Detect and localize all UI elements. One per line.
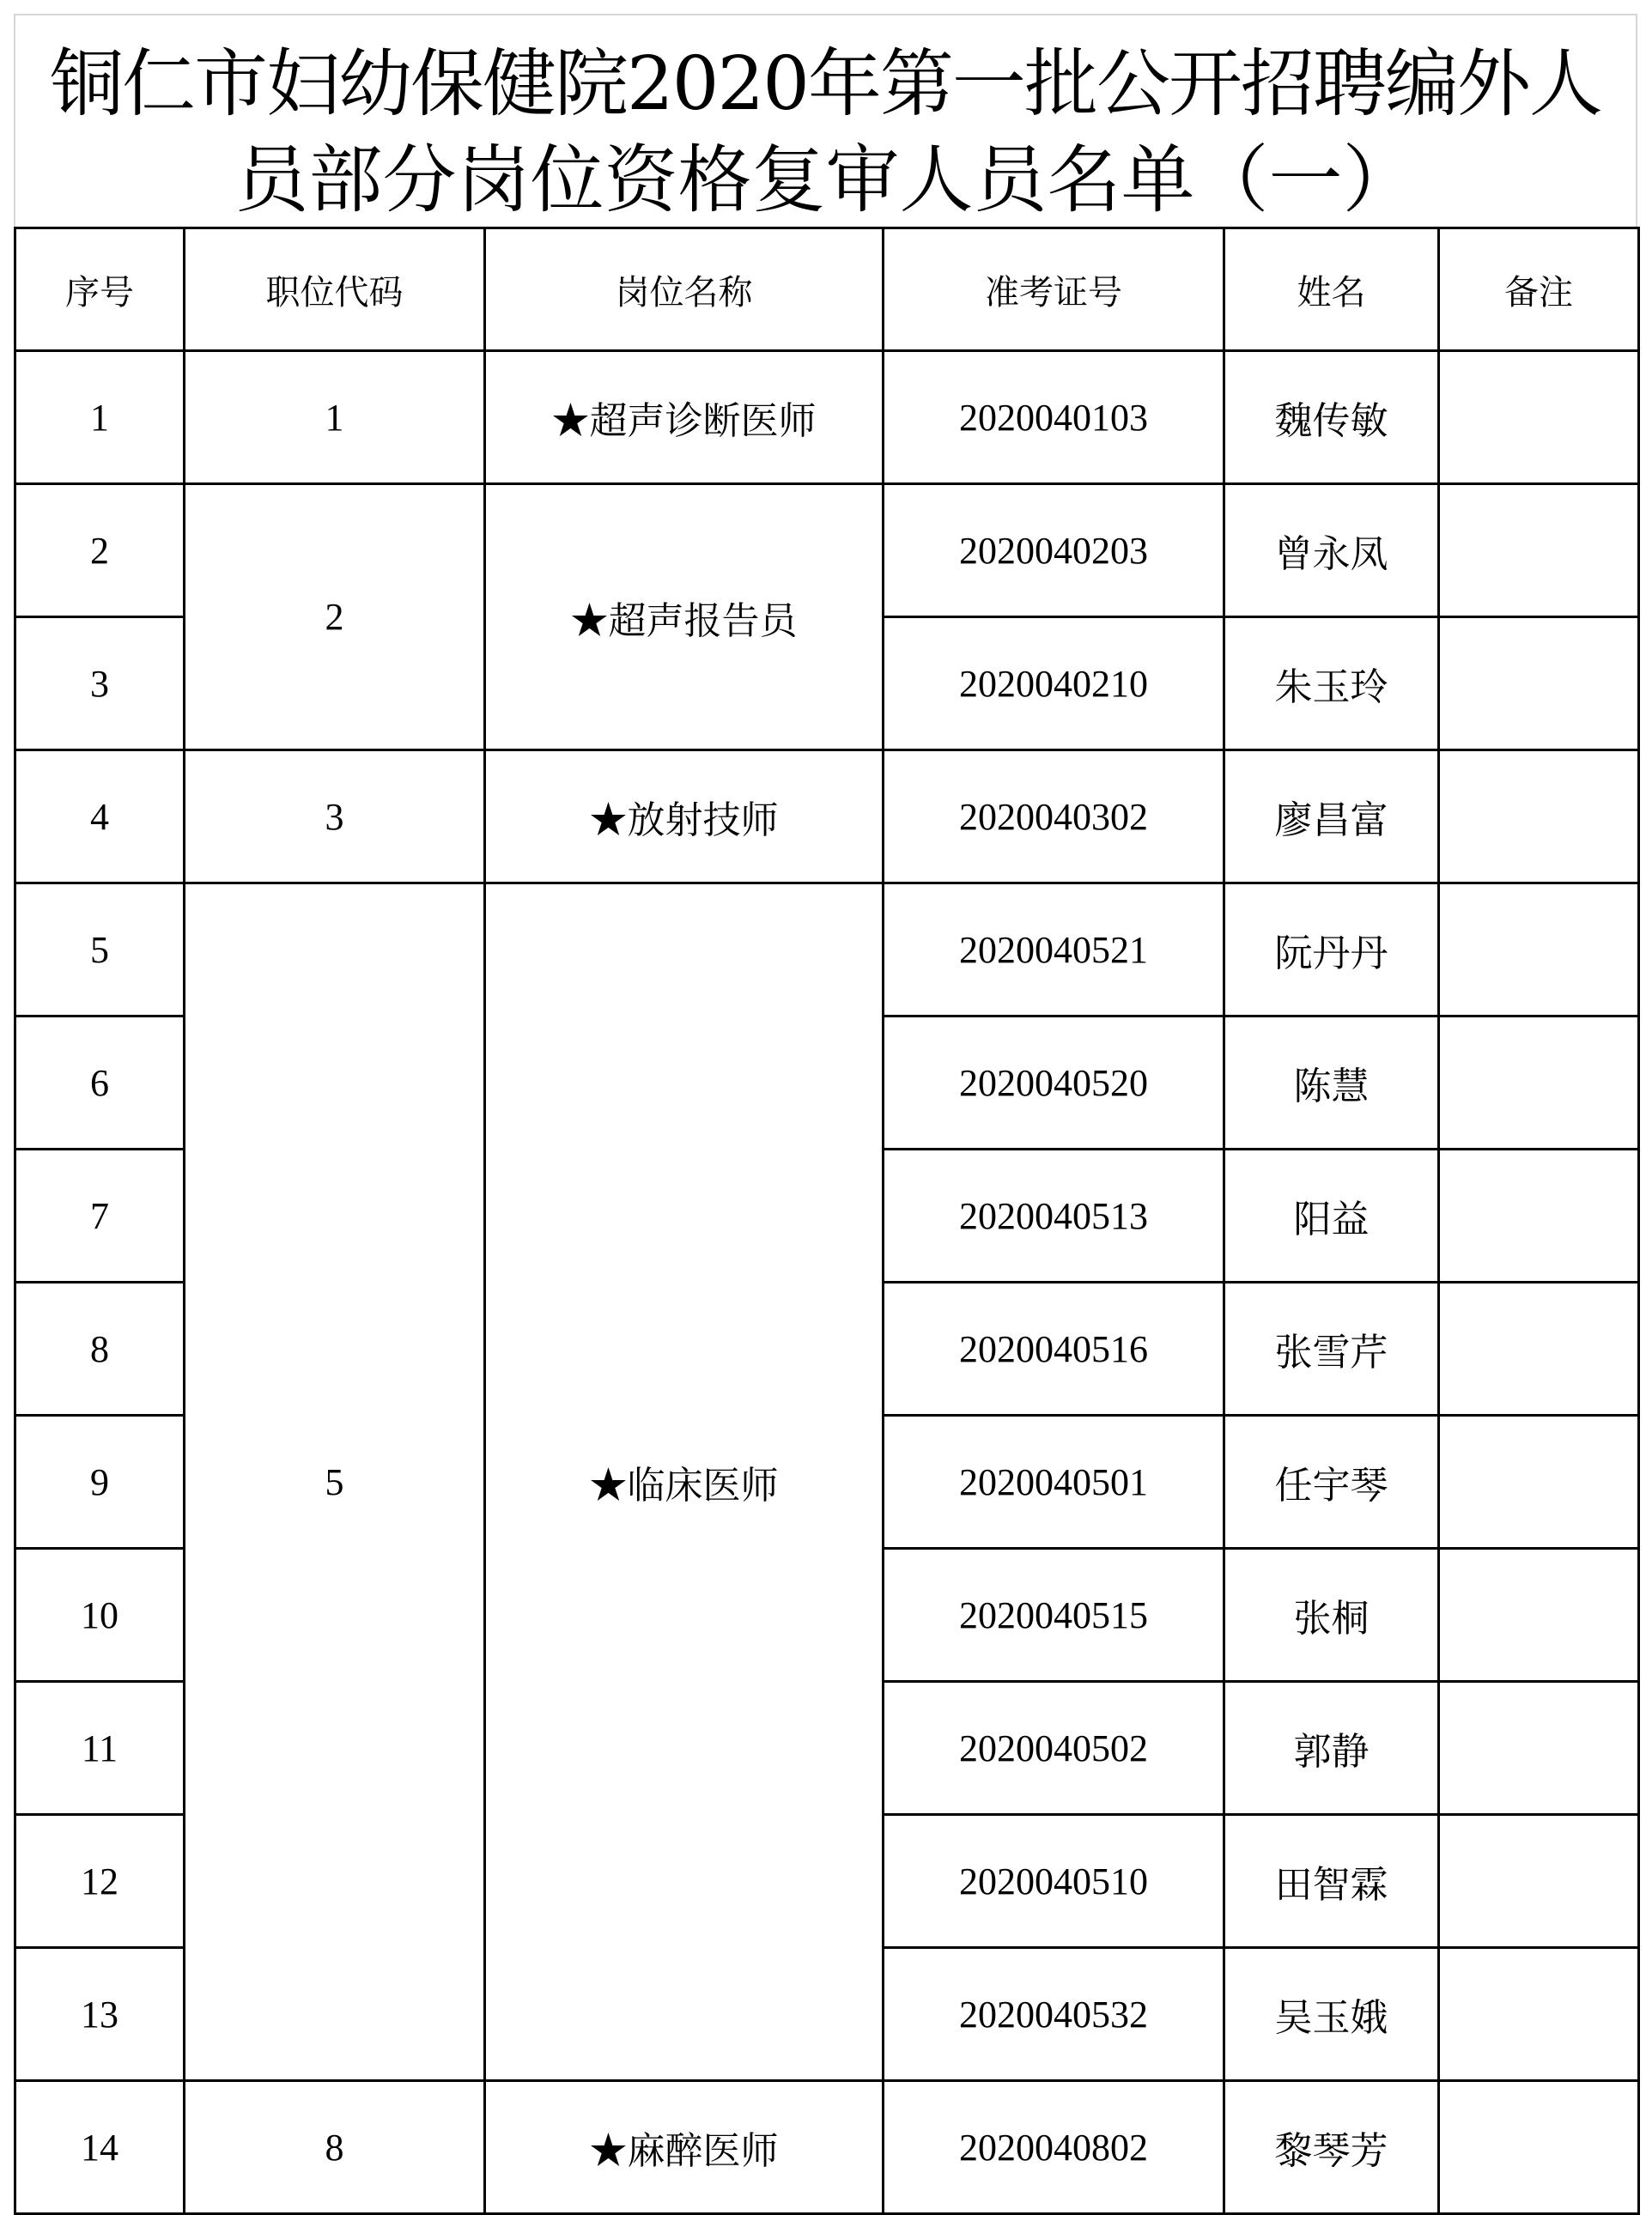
seq-cell: 10 bbox=[15, 1549, 185, 1682]
seq-cell: 5 bbox=[15, 883, 185, 1016]
position-name-cell: ★超声诊断医师 bbox=[485, 351, 884, 484]
name-cell: 廖昌富 bbox=[1224, 750, 1439, 883]
exam-number-cell: 2020040502 bbox=[884, 1682, 1224, 1815]
name-cell: 张桐 bbox=[1224, 1549, 1439, 1682]
seq-cell: 2 bbox=[15, 484, 185, 617]
position-code-cell: 1 bbox=[185, 351, 485, 484]
position-name-cell: ★放射技师 bbox=[485, 750, 884, 883]
seq-cell: 3 bbox=[15, 617, 185, 750]
seq-cell: 1 bbox=[15, 351, 185, 484]
exam-number-cell: 2020040203 bbox=[884, 484, 1224, 617]
remark-cell bbox=[1439, 1815, 1639, 1948]
exam-number-cell: 2020040210 bbox=[884, 617, 1224, 750]
seq-cell: 11 bbox=[15, 1682, 185, 1815]
table-row bbox=[15, 351, 1639, 484]
name-cell: 张雪芹 bbox=[1224, 1283, 1439, 1416]
exam-number-cell: 2020040521 bbox=[884, 883, 1224, 1016]
seq-cell: 6 bbox=[15, 1016, 185, 1150]
document-title-line-2: 员部分岗位资格复审人员名单（一） bbox=[234, 137, 1417, 223]
header-seq: 序号 bbox=[15, 228, 185, 351]
exam-number-cell: 2020040515 bbox=[884, 1549, 1224, 1682]
header-position-name: 岗位名称 bbox=[485, 228, 884, 351]
table-row bbox=[15, 484, 1639, 617]
remark-cell bbox=[1439, 484, 1639, 617]
title-box bbox=[14, 14, 1637, 227]
seq-cell: 7 bbox=[15, 1150, 185, 1283]
remark-cell bbox=[1439, 351, 1639, 484]
name-cell: 阳益 bbox=[1224, 1150, 1439, 1283]
name-cell: 田智霖 bbox=[1224, 1815, 1439, 1948]
seq-cell: 4 bbox=[15, 750, 185, 883]
remark-cell bbox=[1439, 1016, 1639, 1150]
exam-number-cell: 2020040520 bbox=[884, 1016, 1224, 1150]
remark-cell bbox=[1439, 1948, 1639, 2081]
seq-cell: 9 bbox=[15, 1416, 185, 1549]
name-cell: 任宇琴 bbox=[1224, 1416, 1439, 1549]
remark-cell bbox=[1439, 1283, 1639, 1416]
exam-number-cell: 2020040516 bbox=[884, 1283, 1224, 1416]
remark-cell bbox=[1439, 750, 1639, 883]
seq-cell: 12 bbox=[15, 1815, 185, 1948]
name-cell: 魏传敏 bbox=[1224, 351, 1439, 484]
table-row bbox=[15, 750, 1639, 883]
header-position-code: 职位代码 bbox=[185, 228, 485, 351]
exam-number-cell: 2020040501 bbox=[884, 1416, 1224, 1549]
seq-cell: 14 bbox=[15, 2081, 185, 2214]
position-code-cell: 5 bbox=[185, 883, 485, 2081]
remark-cell bbox=[1439, 883, 1639, 1016]
name-cell: 朱玉玲 bbox=[1224, 617, 1439, 750]
document-title-line-1: 铜仁市妇幼保健院2020年第一批公开招聘编外人 bbox=[50, 41, 1601, 127]
name-cell: 曾永凤 bbox=[1224, 484, 1439, 617]
seq-cell: 13 bbox=[15, 1948, 185, 2081]
position-code-cell: 3 bbox=[185, 750, 485, 883]
table-row bbox=[15, 883, 1639, 1016]
seq-cell: 8 bbox=[15, 1283, 185, 1416]
remark-cell bbox=[1439, 1682, 1639, 1815]
name-cell: 阮丹丹 bbox=[1224, 883, 1439, 1016]
header-exam-number: 准考证号 bbox=[884, 228, 1224, 351]
remark-cell bbox=[1439, 2081, 1639, 2214]
exam-number-cell: 2020040532 bbox=[884, 1948, 1224, 2081]
roster-table bbox=[14, 227, 1640, 2215]
header-remark: 备注 bbox=[1439, 228, 1639, 351]
exam-number-cell: 2020040103 bbox=[884, 351, 1224, 484]
position-name-cell: ★临床医师 bbox=[485, 883, 884, 2081]
exam-number-cell: 2020040510 bbox=[884, 1815, 1224, 1948]
remark-cell bbox=[1439, 617, 1639, 750]
position-name-cell: ★超声报告员 bbox=[485, 484, 884, 750]
position-code-cell: 2 bbox=[185, 484, 485, 750]
name-cell: 郭静 bbox=[1224, 1682, 1439, 1815]
name-cell: 黎琴芳 bbox=[1224, 2081, 1439, 2214]
name-cell: 陈慧 bbox=[1224, 1016, 1439, 1150]
table-row bbox=[15, 2081, 1639, 2214]
name-cell: 吴玉娥 bbox=[1224, 1948, 1439, 2081]
exam-number-cell: 2020040802 bbox=[884, 2081, 1224, 2214]
exam-number-cell: 2020040302 bbox=[884, 750, 1224, 883]
remark-cell bbox=[1439, 1416, 1639, 1549]
exam-number-cell: 2020040513 bbox=[884, 1150, 1224, 1283]
remark-cell bbox=[1439, 1150, 1639, 1283]
remark-cell bbox=[1439, 1549, 1639, 1682]
position-code-cell: 8 bbox=[185, 2081, 485, 2214]
header-name: 姓名 bbox=[1224, 228, 1439, 351]
header-row bbox=[15, 228, 1639, 351]
position-name-cell: ★麻醉医师 bbox=[485, 2081, 884, 2214]
